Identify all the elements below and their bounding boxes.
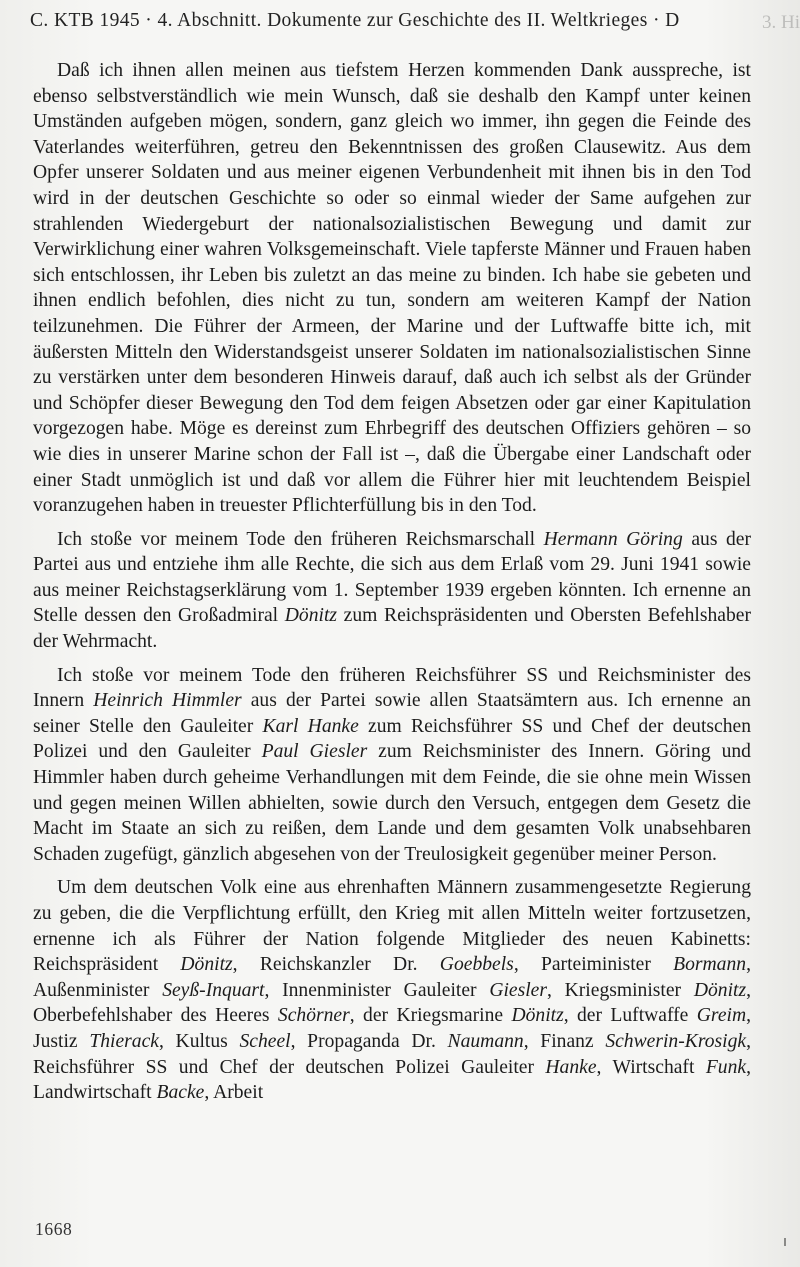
paragraph-3	[33, 663, 751, 868]
text-run: zum Reichsminister des Innern. Göring und Himmler haben durch geheime Verhandlungen mit dem Feinde, die sie ohne mein Wissen und gegen meinen Willen abhielten, sowie durch den Versuch, entgegen dem Gesetz die Macht im Staate an sich zu reißen, dem Lande und dem gesamten Volk unabsehbaren Schaden zugefügt, gänzlich abgesehen von der Treulosigkeit gegenüber meiner Person.	[33, 741, 751, 865]
name-emphasis: Paul Giesler	[261, 741, 368, 763]
name-emphasis: Seyß-Inquart	[162, 979, 265, 1001]
text-run: aus der Partei sowie allen Staatsämtern aus. Ich ernenne an seiner Stelle den Gauleiter	[33, 690, 751, 737]
text-run: , Außenminister	[33, 954, 751, 1001]
running-head: C. KTB 1945 · 4. Abschnitt. Dokumente zur Geschichte des II. Weltkrieges · D	[30, 10, 680, 31]
text-run: aus der Partei aus und entziehe ihm alle Rechte, die sich aus dem Erlaß vom 29. Juni 1941 sowie aus meiner Reichstagserklärung vom 1. September 1939 ergeben könnten. Ich ernenne an Stelle dessen den Großadmiral	[33, 528, 751, 627]
name-emphasis: Dönitz	[693, 979, 747, 1001]
text-run: , Finanz	[523, 1030, 606, 1052]
name-emphasis: Giesler	[489, 979, 547, 1001]
name-emphasis: Hermann Göring	[543, 528, 683, 550]
name-emphasis: Schwerin-Krosigk	[605, 1030, 747, 1052]
text-run: Ich stoße vor meinem Tode den früheren Reichsführer SS und Reichsminister des Innern	[33, 664, 751, 712]
name-emphasis: Funk	[705, 1056, 747, 1078]
text-run: Daß ich ihnen allen meinen aus tiefstem Herzen kommenden Dank ausspreche, ist ebenso selbstverständlich wie mein Wunsch, daß sie deshalb den Kampf unter keinen Umständen aufgeben mögen, sondern, ganz gleich wo immer, ihn gegen die Feinde des Vaterlandes weiterführen, getreu den Bekenntnissen des großen Clausewitz. Aus dem Opfer unserer Soldaten und aus meiner eigenen Verbundenheit mit ihnen bis in den Tod wird in der deutschen Geschichte so oder so einmal wieder der Same aufgehen zur strahlenden Wiedergeburt der nationalsozialistischen Bewegung und damit zur Verwirklichung einer wahren Volksgemeinschaft. Viele tapferste Männer und Frauen haben sich entschlossen, ihr Leben bis zuletzt an das meine zu binden. Ich habe sie gebeten und ihnen endlich befohlen, dies nicht zu tun, sondern am weiteren Kampf der Nation teilzunehmen. Die Führer der Armeen, der Marine und der Luftwaffe bitte ich, mit äußersten Mitteln den Widerstandsgeist unserer Soldaten im nationalsozialistischen Sinne zu verstärken unter dem besonderen Hinweis darauf, daß auch ich selbst als der Gründer und Schöpfer dieser Bewegung den Tod dem feigen Absetzen oder gar einer Kapitulation vorgezogen habe. Möge es dereinst zum Ehrbegriff des deutschen Offiziers gehören – so wie dies in unserer Marine schon der Fall ist –, daß die Übergabe einer Landschaft oder einer Stadt unmöglich ist und daß vor allem die Führer hier mit leuchtendem Beispiel voranzugehen haben in treuester Pflichterfüllung bis in den Tod.	[33, 60, 751, 517]
text-run: , Reichsführer SS und Chef der deutschen Polizei Gauleiter	[33, 1030, 751, 1078]
text-run: , Oberbefehlshaber des Heeres	[33, 979, 751, 1027]
name-emphasis: Dönitz	[284, 605, 338, 627]
name-emphasis: Hanke	[545, 1056, 597, 1078]
name-emphasis: Naumann	[447, 1030, 524, 1052]
name-emphasis: Backe	[156, 1082, 205, 1104]
text-run: , Kriegsminister	[547, 979, 694, 1001]
text-run: Ich stoße vor meinem Tode den früheren Reichsmarschall	[57, 528, 544, 550]
text-run: , Kultus	[158, 1030, 240, 1052]
text-run: , Wirtschaft	[596, 1056, 706, 1078]
page-number: 1668	[35, 1219, 73, 1239]
text-run: , Parteiminister	[513, 954, 674, 976]
name-emphasis: Heinrich Himmler	[93, 690, 242, 712]
name-emphasis: Thierack	[89, 1030, 159, 1052]
text-run: , Propaganda Dr.	[290, 1030, 448, 1052]
text-run: , Reichskanzler Dr.	[232, 954, 440, 976]
text-run: , Arbeit	[204, 1082, 264, 1104]
text-run: , der Kriegsmarine	[349, 1005, 512, 1027]
text-run: , Innenminister Gauleiter	[264, 979, 490, 1001]
name-emphasis: Scheel	[239, 1030, 291, 1052]
paragraph-1	[33, 58, 751, 519]
text-run: , Landwirtschaft	[33, 1056, 751, 1104]
text-run: zum Reichsführer SS und Chef der deutschen Polizei und den Gauleiter	[33, 715, 751, 763]
paragraph-2	[33, 527, 751, 655]
facing-page-bleed-text: 3. Hi	[762, 12, 800, 33]
name-emphasis: Karl Hanke	[262, 715, 359, 737]
text-run: Um dem deutschen Volk eine aus ehrenhaften Männern zusammengesetzte Regierung zu geben, die die Verpflichtung erfüllt, den Krieg mit allen Mitteln weiter fortzusetzen, ernenne ich als Führer der Nation folgende Mitglieder des neuen Kabinetts: Reichspräsident	[33, 877, 751, 976]
paragraph-4	[33, 875, 751, 1105]
body-text	[33, 58, 751, 1114]
text-run: , der Luftwaffe	[563, 1005, 697, 1027]
name-emphasis: Dönitz	[511, 1005, 564, 1027]
name-emphasis: Greim	[696, 1005, 747, 1027]
page-edge-mark	[784, 1238, 786, 1246]
text-run: , Justiz	[33, 1005, 752, 1052]
name-emphasis: Goebbels	[439, 954, 514, 976]
name-emphasis: Schörner	[277, 1005, 350, 1027]
name-emphasis: Bormann	[673, 954, 747, 976]
text-run: zum Reichspräsidenten und Obersten Befehlshaber der Wehrmacht.	[33, 605, 752, 653]
name-emphasis: Dönitz	[180, 954, 233, 976]
